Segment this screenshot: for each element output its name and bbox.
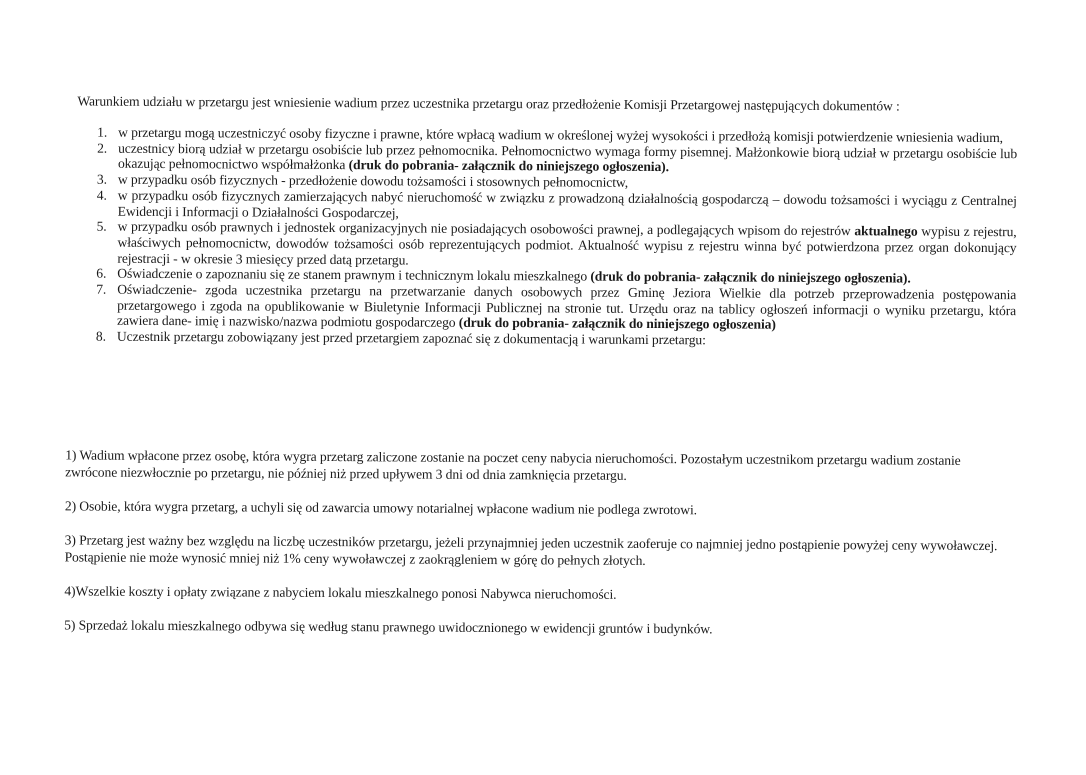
condition-text-bold: (druk do pobrania- załącznik do niniejszego ogłoszenia)	[458, 315, 776, 333]
condition-number: 1.	[97, 124, 108, 140]
condition-item	[76, 282, 1016, 335]
condition-text: Oświadczenie o zapoznaniu się ze stanem prawnym i technicznym lokalu mieszkalnego	[117, 266, 591, 284]
note-4: 4)Wszelkie koszty i opłaty związane z nabyciem lokalu mieszkalnego ponosi Nabywca nieruchomości.	[64, 583, 617, 602]
condition-number: 6.	[96, 265, 107, 281]
condition-text: w przypadku osób fizycznych - przedłożenie dowodu tożsamości i stosownych pełnomocnictw,	[117, 171, 629, 190]
condition-text: uczestnicy biorą udział w przetargu osobiście lub przez pełnomocnika. Pełnomocnictwo wymaga formy pisemnej. Małżonkowie biorą udział w przetargu osobiście lub okazując pełnomocnictwo współmałżonka	[117, 140, 1018, 173]
condition-number: 8.	[95, 328, 106, 344]
notes-section	[64, 446, 1013, 639]
intro-paragraph: Warunkiem udziału w przetargu jest wniesienie wadium przez uczestnika przetargu oraz przedłożenie Komisji Przetargowej następujących dokumentów :	[77, 93, 900, 114]
note-3: 3) Przetarg jest ważny bez względu na liczbę uczestników przetargu, jeżeli przynajmniej jeden uczestnik zaoferuje co najmniej jedno postąpienie powyżej ceny wywoławczej. Postąpienie nie może wynosić mniej niż 1% ceny wywoławczej z zaokrągleniem w górę do pełnych złotych.	[64, 532, 998, 568]
condition-number: 2.	[97, 140, 108, 156]
note-5: 5) Sprzedaż lokalu mieszkalnego odbywa się według stanu prawnego uwidocznionego w ewidencji gruntów i budynków.	[64, 617, 713, 637]
condition-number: 7.	[96, 281, 107, 297]
condition-item	[76, 219, 1016, 272]
note-1: 1) Wadium wpłacone przez osobę, która wygra przetarg zaliczone zostanie na poczet ceny nabycia nieruchomości. Pozostałym uczestnikom przetargu wadium zostanie zwrócone niezwłocznie po przetargu, nie później niż przed upływem 3 dni od dnia zamknięcia przetargu.	[65, 447, 961, 483]
condition-text: wypisu z rejestru, właściwych pełnomocnictw, dowodów tożsamości osób reprezentujących podmiot. Aktualność wypisu z rejestru winna być potwierdzona przez organ dokonujący rejestracji - w okresie 3 miesięcy przed datą przetargu.	[117, 223, 1017, 268]
conditions-list	[76, 124, 1017, 350]
note-2: 2) Osobie, która wygra przetarg, a uchyli się od zawarcia umowy notarialnej wpłacone wadium nie podlega zwrotowi.	[64, 498, 698, 518]
condition-text: w przypadku osób prawnych i jednostek organizacyjnych nie posiadających osobowości prawnej, a podlegających wpisom do rejestrów	[117, 218, 855, 239]
condition-text: Uczestnik przetargu zobowiązany jest przed przetargiem zapoznać się z dokumentacją i warunkami przetargu:	[116, 328, 706, 348]
condition-number: 4.	[96, 187, 107, 203]
condition-text-bold: (druk do pobrania- załącznik do niniejszego ogłoszenia).	[590, 268, 911, 286]
condition-number: 3.	[96, 171, 107, 187]
condition-text-bold: (druk do pobrania- załącznik do niniejszego ogłoszenia).	[348, 157, 669, 175]
condition-text-bold: aktualnego	[854, 223, 918, 239]
condition-text: Oświadczenie- zgoda uczestnika przetargu na przetwarzanie danych osobowych przez Gminę Jeziora Wielkie dla potrzeb przeprowadzenia postępowania przetargowego i zgoda na opublikowanie w Biuletynie Informacji Publicznej na stronie tut. Urzędu oraz na tablicy ogłoszeń informacji o wyniku przetargu, która zawiera dane- imię i nazwisko/nazwa podmiotu gospodarczego	[116, 281, 1017, 331]
condition-text: w przetargu mogą uczestniczyć osoby fizyczne i prawne, które wpłacą wadium w określonej wyżej wysokości i przedłożą komisji potwierdzenie wniesienia wadium,	[118, 124, 1004, 146]
condition-text: w przypadku osób fizycznych zamierzających nabyć nieruchomość w związku z prowadzoną działalnością gospodarczą – dowodu tożsamości i wyciągu z Centralnej Ewidencji i Informacji o Działalności Gospodarczej,	[117, 187, 1017, 220]
condition-number: 5.	[96, 218, 107, 234]
